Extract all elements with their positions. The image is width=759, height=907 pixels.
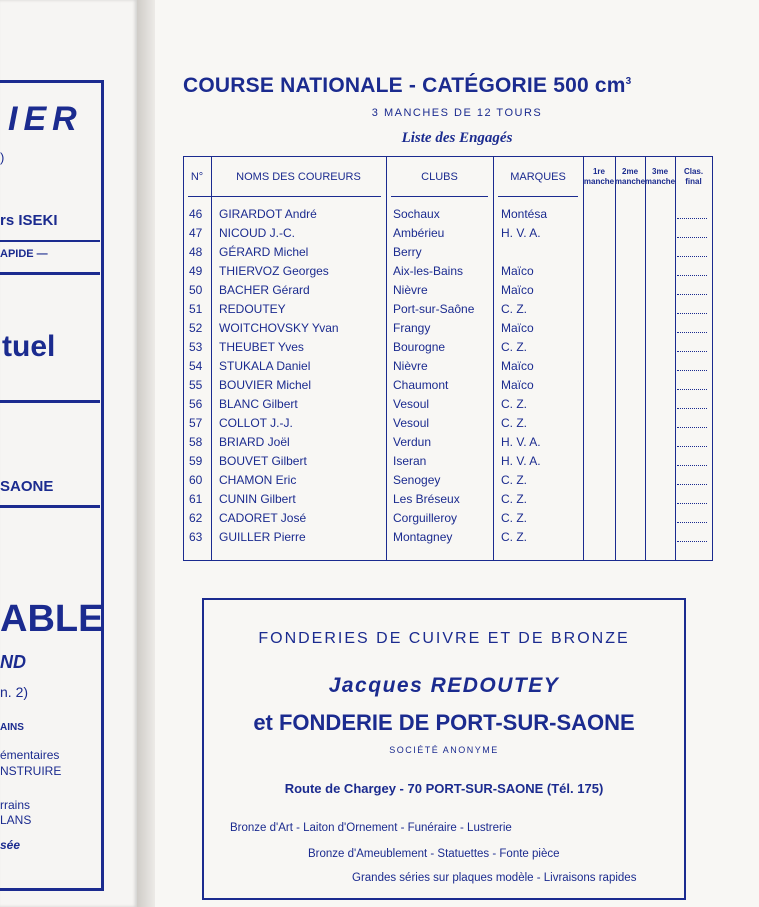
rider-brand: C. Z.	[501, 416, 527, 430]
rider-club: Montagney	[393, 530, 453, 544]
rider-brand: C. Z.	[501, 397, 527, 411]
rider-number: 61	[189, 492, 203, 506]
final-ranking-blank	[677, 313, 707, 314]
table-row	[183, 433, 713, 452]
table-row	[183, 414, 713, 433]
ad-company-name: et FONDERIE DE PORT-SUR-SAONE	[253, 710, 635, 735]
left-text-4: APIDE —	[0, 248, 48, 260]
col-header-final: Clas. final	[683, 166, 704, 186]
rider-brand: Maïco	[501, 264, 534, 278]
rider-club: Nièvre	[393, 283, 428, 297]
rider-name: NICOUD J.-C.	[219, 226, 295, 240]
rider-number: 50	[189, 283, 203, 297]
rider-name: BLANC Gilbert	[219, 397, 298, 411]
rider-club: Verdun	[393, 435, 432, 449]
final-ranking-blank	[677, 427, 707, 428]
rider-brand: Maïco	[501, 359, 534, 373]
right-page	[155, 0, 759, 907]
final-ranking-blank	[677, 370, 707, 371]
table-row	[183, 509, 713, 528]
table-row	[183, 452, 713, 471]
table-row	[183, 528, 713, 547]
rider-brand: Maïco	[501, 321, 534, 335]
ad-owner-name: Jacques REDOUTEY	[328, 674, 560, 697]
left-text-7: ABLE	[0, 598, 104, 640]
table-row	[183, 243, 713, 262]
ad-products-line-2: Bronze d'Ameublement - Statuettes - Fonte pièce	[308, 848, 560, 860]
table-row	[183, 471, 713, 490]
rider-number: 59	[189, 454, 203, 468]
left-text-11: émentaires	[0, 748, 60, 762]
rider-number: 49	[189, 264, 203, 278]
rider-club: Corguilleroy	[393, 511, 458, 525]
rider-number: 57	[189, 416, 203, 430]
final-ranking-blank	[677, 275, 707, 276]
left-text-2: )	[0, 150, 5, 165]
rider-name: CUNIN Gilbert	[219, 492, 296, 506]
rider-name: WOITCHOVSKY Yvan	[219, 321, 339, 335]
left-text-1: IER	[8, 100, 83, 138]
col-header-name: NOMS DES COUREURS	[236, 170, 361, 183]
rider-number: 46	[189, 207, 203, 221]
entries-table	[183, 156, 713, 561]
col-header-heat-3: 3me manche	[644, 166, 676, 186]
rider-name: REDOUTEY	[219, 302, 286, 316]
left-text-10: AINS	[0, 722, 24, 733]
rider-name: GIRARDOT André	[219, 207, 317, 221]
ad-products-line-3: Grandes séries sur plaques modèle - Livraisons rapides	[352, 872, 637, 884]
rider-brand: H. V. A.	[501, 435, 541, 449]
ad-address: Route de Chargey - 70 PORT-SUR-SAONE (Tél. 175)	[284, 781, 604, 796]
final-ranking-blank	[677, 484, 707, 485]
table-row	[183, 262, 713, 281]
rider-name: BRIARD Joël	[219, 435, 290, 449]
rider-club: Les Bréseux	[393, 492, 460, 506]
table-row	[183, 357, 713, 376]
final-ranking-blank	[677, 465, 707, 466]
table-row	[183, 395, 713, 414]
left-text-3: rs ISEKI	[0, 212, 58, 229]
rider-club: Nièvre	[393, 359, 428, 373]
left-rule-3	[0, 400, 100, 403]
rider-name: THIERVOZ Georges	[219, 264, 329, 278]
rider-club: Berry	[393, 245, 422, 259]
page-fold	[137, 0, 155, 907]
left-text-13: rrains	[0, 798, 31, 812]
table-row	[183, 490, 713, 509]
rider-club: Bourogne	[393, 340, 446, 354]
entries-rows	[183, 205, 713, 547]
rider-brand: C. Z.	[501, 302, 527, 316]
ad-company-type: SOCIÉTÉ ANONYME	[389, 745, 499, 755]
entries-list-title: Liste des Engagés	[401, 130, 513, 146]
final-ranking-blank	[677, 237, 707, 238]
left-rule-1	[0, 240, 100, 242]
rider-number: 62	[189, 511, 203, 525]
ad-heading: FONDERIES DE CUIVRE ET DE BRONZE	[258, 630, 630, 647]
foundry-advertisement	[202, 598, 686, 900]
rider-brand: C. Z.	[501, 492, 527, 506]
final-ranking-blank	[677, 389, 707, 390]
rider-name: GUILLER Pierre	[219, 530, 306, 544]
rider-club: Vesoul	[393, 397, 430, 411]
table-row	[183, 205, 713, 224]
rider-name: BOUVIER Michel	[219, 378, 312, 392]
rider-number: 47	[189, 226, 203, 240]
rider-club: Sochaux	[393, 207, 440, 221]
rider-club: Chaumont	[393, 378, 449, 392]
rider-club: Ambérieu	[393, 226, 445, 240]
rider-brand: H. V. A.	[501, 226, 541, 240]
rider-club: Port-sur-Saône	[393, 302, 475, 316]
ad-products-line-1: Bronze d'Art - Laiton d'Ornement - Funéraire - Lustrerie	[230, 822, 512, 834]
table-row	[183, 338, 713, 357]
rider-club: Aix-les-Bains	[393, 264, 464, 278]
left-text-5: tuel	[2, 330, 56, 363]
rider-number: 60	[189, 473, 203, 487]
table-row	[183, 300, 713, 319]
final-ranking-blank	[677, 541, 707, 542]
rider-name: GÉRARD Michel	[219, 245, 309, 259]
left-text-12: NSTRUIRE	[0, 764, 62, 778]
rider-number: 58	[189, 435, 203, 449]
rider-number: 63	[189, 530, 203, 544]
table-row	[183, 319, 713, 338]
left-text-8: ND	[0, 652, 26, 672]
rider-number: 51	[189, 302, 203, 316]
page-title: COURSE NATIONALE - CATÉGORIE 500 $cm^3$	[183, 74, 632, 97]
final-ranking-blank	[677, 446, 707, 447]
table-row	[183, 376, 713, 395]
rider-number: 56	[189, 397, 203, 411]
rider-name: BOUVET Gilbert	[219, 454, 307, 468]
final-ranking-blank	[677, 503, 707, 504]
col-header-number: N°	[190, 170, 204, 183]
rider-number: 52	[189, 321, 203, 335]
rider-name: CHAMON Eric	[219, 473, 297, 487]
final-ranking-blank	[677, 256, 707, 257]
rider-name: STUKALA Daniel	[219, 359, 311, 373]
final-ranking-blank	[677, 522, 707, 523]
rider-name: BACHER Gérard	[219, 283, 310, 297]
left-page	[0, 0, 137, 907]
table-row	[183, 281, 713, 300]
final-ranking-blank	[677, 351, 707, 352]
rider-number: 48	[189, 245, 203, 259]
col-header-heat-2: 2me manche	[614, 166, 646, 186]
rider-club: Frangy	[393, 321, 431, 335]
left-rule-4	[0, 505, 100, 508]
rider-name: COLLOT J.-J.	[219, 416, 293, 430]
rider-number: 53	[189, 340, 203, 354]
final-ranking-blank	[677, 294, 707, 295]
final-ranking-blank	[677, 332, 707, 333]
left-text-6: SAONE	[0, 478, 54, 495]
final-ranking-blank	[677, 408, 707, 409]
rider-name: THEUBET Yves	[219, 340, 304, 354]
rider-brand: C. Z.	[501, 340, 527, 354]
final-ranking-blank	[677, 218, 707, 219]
left-text-14: LANS	[0, 813, 32, 827]
rider-brand: C. Z.	[501, 511, 527, 525]
race-subtitle: 3 MANCHES DE 12 TOURS	[371, 107, 543, 119]
rider-brand: Montésa	[501, 207, 548, 221]
rider-brand: Maïco	[501, 283, 534, 297]
rider-club: Iseran	[393, 454, 427, 468]
left-text-9: n. 2)	[0, 684, 29, 700]
rider-brand: C. Z.	[501, 473, 527, 487]
rider-number: 55	[189, 378, 203, 392]
rider-club: Vesoul	[393, 416, 430, 430]
table-row	[183, 224, 713, 243]
rider-club: Senogey	[393, 473, 441, 487]
rider-number: 54	[189, 359, 203, 373]
left-text-15: sée	[0, 838, 21, 852]
rider-name: CADORET José	[219, 511, 307, 525]
left-rule-2	[0, 272, 100, 275]
col-header-heat-1: 1re manche	[583, 166, 615, 186]
rider-brand: H. V. A.	[501, 454, 541, 468]
rider-brand: C. Z.	[501, 530, 527, 544]
col-header-club: CLUBS	[421, 170, 458, 183]
col-header-brand: MARQUES	[510, 170, 566, 183]
rider-brand: Maïco	[501, 378, 534, 392]
